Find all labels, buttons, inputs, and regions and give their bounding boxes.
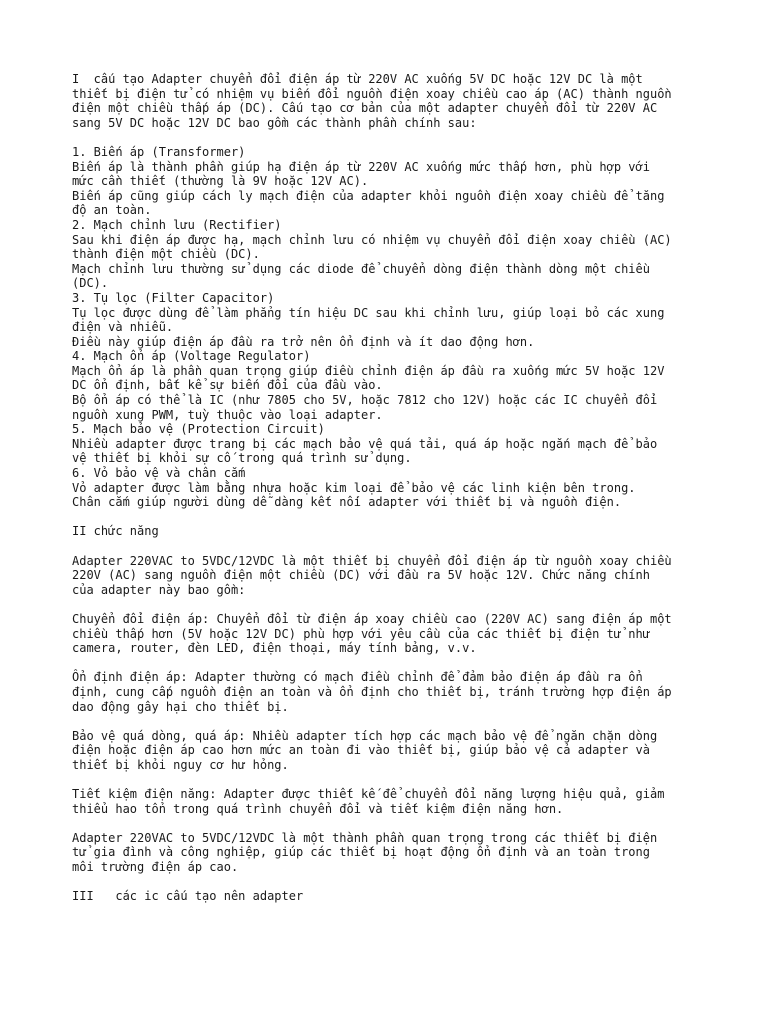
text-line: sang 5V DC hoặc 12V DC bao gồm các thành phần chính sau: xyxy=(72,115,477,130)
text-line: của adapter này bao gồm: xyxy=(72,582,246,597)
text-line: III các ic cấu tạo nên adapter xyxy=(72,889,304,904)
text-line: thiểu hao tổn trong quá trình chuyển đổi và tiết kiệm điện năng hơn. xyxy=(72,801,564,816)
text-line: Chân cắm giúp người dùng dễ dàng kết nối adapter với thiết bị và nguồn điện. xyxy=(72,495,622,510)
text-line: 1. Biến áp (Transformer) xyxy=(72,144,246,159)
text-line: 2. Mạch chỉnh lưu (Rectifier) xyxy=(72,217,282,232)
text-line: I cấu tạo Adapter chuyển đổi điện áp từ 220V AC xuống 5V DC hoặc 12V DC là một xyxy=(72,72,643,86)
text-line: thành điện một chiều (DC). xyxy=(72,247,260,262)
blank-line xyxy=(72,656,712,671)
text-line: Mạch chỉnh lưu thường sử dụng các diode để chuyển dòng điện thành dòng một chiều xyxy=(72,261,650,276)
blank-line xyxy=(72,714,712,729)
blank-line xyxy=(72,816,712,831)
text-line: Ổn định điện áp: Adapter thường có mạch điều chỉnh để đảm bảo điện áp đầu ra ổn xyxy=(72,670,643,685)
text-line: độ an toàn. xyxy=(72,203,152,218)
text-line: Adapter 220VAC to 5VDC/12VDC là một thành phần quan trọng trong các thiết bị điện xyxy=(72,830,658,845)
text-line: điện một chiều thấp áp (DC). Cấu tạo cơ bản của một adapter chuyển đổi từ 220V AC xyxy=(72,101,658,116)
blank-line xyxy=(72,539,712,554)
document-body xyxy=(72,72,712,904)
text-line: 220V (AC) sang nguồn điện một chiều (DC) với đầu ra 5V hoặc 12V. Chức năng chính xyxy=(72,568,650,583)
blank-line xyxy=(72,773,712,788)
blank-line xyxy=(72,510,712,525)
text-line: 3. Tụ lọc (Filter Capacitor) xyxy=(72,290,275,305)
text-line: điện hoặc điện áp cao hơn mức an toàn đi vào thiết bị, giúp bảo vệ cả adapter và xyxy=(72,743,650,758)
text-line: Mạch ổn áp là phần quan trọng giúp điều chỉnh điện áp đầu ra xuống mức 5V hoặc 12V xyxy=(72,363,665,378)
text-line: (DC). xyxy=(72,276,109,291)
text-line: Biến áp là thành phần giúp hạ điện áp từ 220V AC xuống mức thấp hơn, phù hợp với xyxy=(72,159,650,174)
text-line: dao động gây hại cho thiết bị. xyxy=(72,699,289,714)
text-line: Vỏ adapter được làm bằng nhựa hoặc kim loại để bảo vệ các linh kiện bên trong. xyxy=(72,480,636,495)
text-line: Chuyển đổi điện áp: Chuyển đổi từ điện áp xoay chiều cao (220V AC) sang điện áp một xyxy=(72,611,672,626)
text-line: môi trường điện áp cao. xyxy=(72,860,239,875)
text-line: thiết bị điện tử có nhiệm vụ biến đổi nguồn điện xoay chiều cao áp (AC) thành nguồn xyxy=(72,86,672,101)
text-line: mức cần thiết (thường là 9V hoặc 12V AC). xyxy=(72,174,369,189)
text-line: vệ thiết bị khỏi sự cố trong quá trình sử dụng. xyxy=(72,451,412,466)
text-line: Sau khi điện áp được hạ, mạch chỉnh lưu có nhiệm vụ chuyển đổi điện xoay chiều (AC) xyxy=(72,232,672,247)
text-line: thiết bị khỏi nguy cơ hư hỏng. xyxy=(72,757,289,772)
text-line: 4. Mạch ổn áp (Voltage Regulator) xyxy=(72,349,311,364)
text-line: Bộ ổn áp có thể là IC (như 7805 cho 5V, hoặc 7812 cho 12V) hoặc các IC chuyển đổi xyxy=(72,393,658,408)
text-line: điện và nhiễu. xyxy=(72,320,174,335)
text-line: nguồn xung PWM, tuỳ thuộc vào loại adapter. xyxy=(72,407,383,422)
blank-line xyxy=(72,130,712,145)
text-line: Tụ lọc được dùng để làm phẳng tín hiệu DC sau khi chỉnh lưu, giúp loại bỏ các xung xyxy=(72,305,665,320)
text-line: II chức năng xyxy=(72,524,159,539)
text-line: Điều này giúp điện áp đầu ra trở nên ổn định và ít dao động hơn. xyxy=(72,334,535,349)
text-line: camera, router, đèn LED, điện thoại, máy tính bảng, v.v. xyxy=(72,641,477,656)
text-line: DC ổn định, bất kể sự biến đổi của đầu vào. xyxy=(72,378,383,393)
text-line: chiều thấp hơn (5V hoặc 12V DC) phù hợp với yêu cầu của các thiết bị điện tử như xyxy=(72,626,650,641)
text-line: Nhiều adapter được trang bị các mạch bảo vệ quá tải, quá áp hoặc ngắn mạch để bảo xyxy=(72,436,658,451)
text-line: tử gia đình và công nghiệp, giúp các thiết bị hoạt động ổn định và an toàn trong xyxy=(72,845,650,860)
blank-line xyxy=(72,875,712,890)
text-line: 5. Mạch bảo vệ (Protection Circuit) xyxy=(72,422,325,437)
blank-line xyxy=(72,597,712,612)
text-line: Adapter 220VAC to 5VDC/12VDC là một thiết bị chuyển đổi điện áp từ nguồn xoay chiều xyxy=(72,553,672,568)
text-line: 6. Vỏ bảo vệ và chân cắm xyxy=(72,466,246,481)
text-line: Tiết kiệm điện năng: Adapter được thiết kế để chuyển đổi năng lượng hiệu quả, giảm xyxy=(72,787,665,802)
text-line: định, cung cấp nguồn điện an toàn và ổn định cho thiết bị, tránh trường hợp điện áp xyxy=(72,684,672,699)
text-line: Bảo vệ quá dòng, quá áp: Nhiều adapter tích hợp các mạch bảo vệ để ngăn chặn dòng xyxy=(72,728,658,743)
text-line: Biến áp cũng giúp cách ly mạch điện của adapter khỏi nguồn điện xoay chiều để tăng xyxy=(72,188,665,203)
